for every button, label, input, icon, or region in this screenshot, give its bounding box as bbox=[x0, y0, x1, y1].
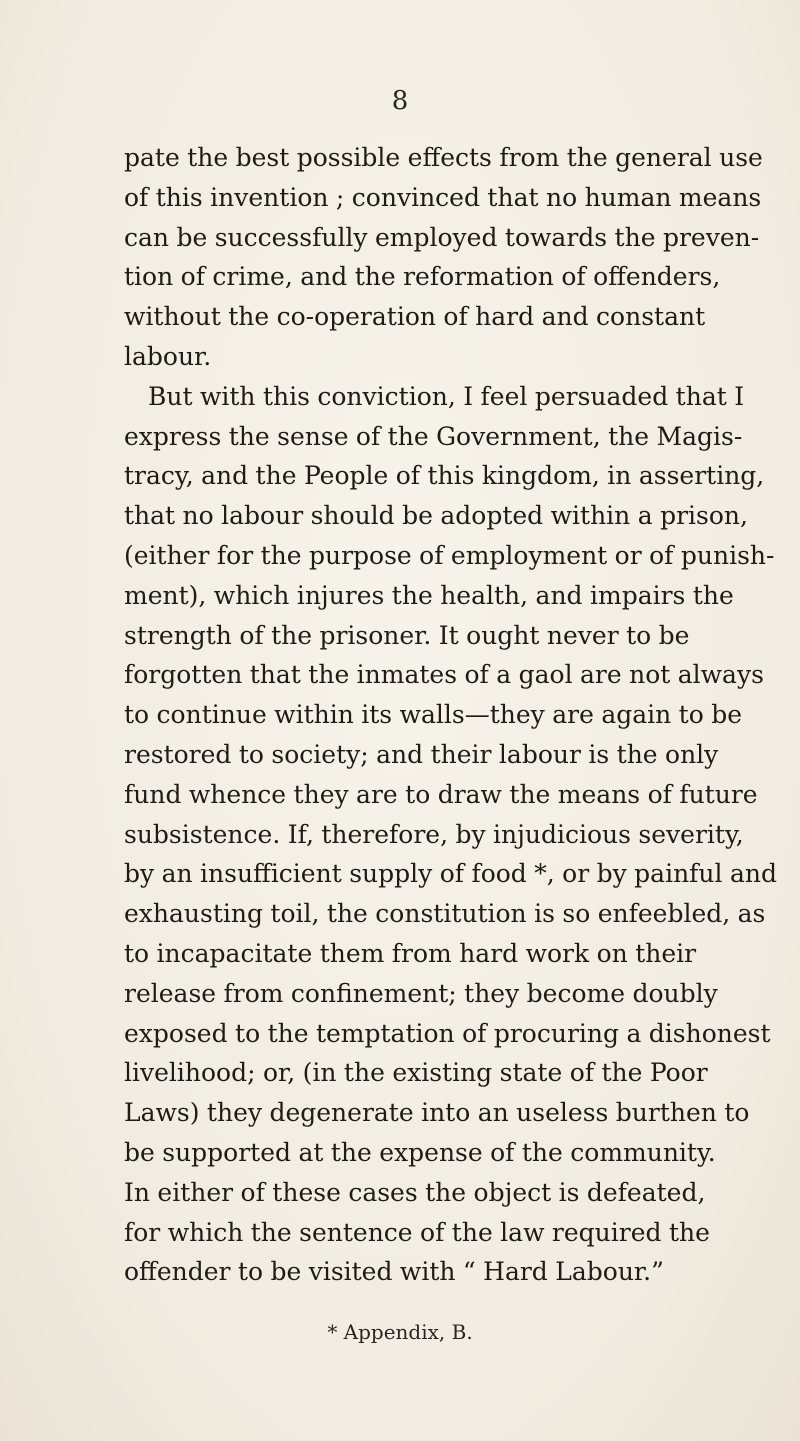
text-line: for which the sentence of the law required the bbox=[124, 1217, 710, 1247]
text-line: Laws) they degenerate into an useless burthen to bbox=[124, 1098, 750, 1128]
text-line: of this invention ; convinced that no human means bbox=[124, 182, 762, 212]
text-line: to incapacitate them from hard work on their bbox=[124, 938, 697, 968]
text-line: can be successfully employed towards the preven- bbox=[124, 222, 760, 252]
text-line: be supported at the expense of the community. bbox=[124, 1137, 716, 1167]
text-line: restored to society; and their labour is the only bbox=[124, 739, 719, 769]
text-line: exhausting toil, the constitution is so enfeebled, as bbox=[124, 899, 766, 929]
text-line: that no labour should be adopted within a prison, bbox=[124, 501, 748, 531]
text-line: labour. bbox=[124, 341, 212, 371]
text-line: without the co-operation of hard and constant bbox=[124, 302, 706, 332]
text-line: subsistence. If, therefore, by injudicious severity, bbox=[124, 819, 744, 849]
paragraph-1 bbox=[124, 138, 763, 377]
footnote: * Appendix, B. bbox=[327, 1320, 473, 1344]
text-line: In either of these cases the object is defeated, bbox=[124, 1177, 706, 1207]
text-line: to continue within its walls—they are again to be bbox=[124, 700, 743, 730]
page-number: 8 bbox=[391, 86, 409, 116]
text-line: (either for the purpose of employment or of punish- bbox=[124, 540, 775, 570]
text-line: exposed to the temptation of procuring a dishonest bbox=[124, 1018, 771, 1048]
text-line: tracy, and the People of this kingdom, in asserting, bbox=[124, 461, 765, 491]
text-line: fund whence they are to draw the means of future bbox=[124, 779, 758, 809]
paragraph-2 bbox=[124, 377, 777, 1292]
text-line: pate the best possible effects from the general use bbox=[124, 143, 763, 172]
text-line: by an insufficient supply of food *, or by painful and bbox=[124, 859, 777, 889]
text-line: strength of the prisoner. It ought never to be bbox=[124, 620, 690, 650]
text-line: tion of crime, and the reformation of offenders, bbox=[124, 262, 721, 292]
body-text bbox=[124, 138, 777, 1292]
text-line: ment), which injures the health, and impairs the bbox=[124, 580, 734, 610]
text-line: livelihood; or, (in the existing state of the Poor bbox=[124, 1058, 708, 1088]
text-line: forgotten that the inmates of a gaol are not always bbox=[124, 660, 764, 690]
text-line: express the sense of the Government, the Magis- bbox=[124, 421, 743, 451]
text-line: But with this conviction, I feel persuaded that I bbox=[148, 381, 745, 411]
text-line: release from confinement; they become doubly bbox=[124, 978, 718, 1008]
text-line: offender to be visited with “ Hard Labour.” bbox=[124, 1257, 664, 1287]
